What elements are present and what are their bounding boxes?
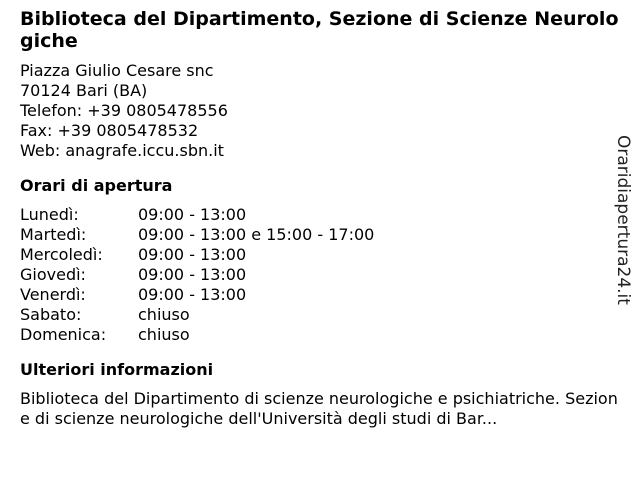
library-detail-card (20, 8, 620, 429)
site-watermark: Oraridiapertura24.it (613, 135, 633, 305)
hours-row-tuesday (20, 225, 620, 245)
additional-info-heading: Ulteriori informazioni (20, 360, 214, 379)
hours-time: chiuso (138, 325, 190, 344)
address-block (20, 61, 620, 161)
hours-day: Domenica: (20, 325, 107, 344)
additional-info-text: Biblioteca del Dipartimento di scienze neurologiche e psichiatriche. Sezione di scienze neurologiche dell'Università degli studi di Bar... (20, 389, 618, 428)
hours-day: Venerdì: (20, 285, 86, 304)
hours-day: Mercoledì: (20, 245, 103, 264)
hours-row-monday (20, 205, 620, 225)
hours-row-thursday (20, 265, 620, 285)
page-title: Biblioteca del Dipartimento, Sezione di Scienze Neurologiche (20, 8, 619, 52)
opening-hours-table (20, 205, 620, 345)
hours-row-sunday (20, 325, 620, 345)
hours-row-friday (20, 285, 620, 305)
phone-number: Telefon: +39 0805478556 (20, 101, 228, 120)
fax-number: Fax: +39 0805478532 (20, 121, 199, 140)
hours-row-saturday (20, 305, 620, 325)
hours-time: 09:00 - 13:00 e 15:00 - 17:00 (138, 225, 375, 244)
opening-hours-heading: Orari di apertura (20, 176, 173, 195)
hours-row-wednesday (20, 245, 620, 265)
hours-time: 09:00 - 13:00 (138, 205, 247, 224)
hours-day: Sabato: (20, 305, 82, 324)
hours-time: 09:00 - 13:00 (138, 285, 247, 304)
hours-day: Giovedì: (20, 265, 86, 284)
website: Web: anagrafe.iccu.sbn.it (20, 141, 224, 160)
hours-time: 09:00 - 13:00 (138, 265, 247, 284)
hours-time: chiuso (138, 305, 190, 324)
hours-day: Lunedì: (20, 205, 79, 224)
hours-time: 09:00 - 13:00 (138, 245, 247, 264)
hours-day: Martedì: (20, 225, 87, 244)
address-city: 70124 Bari (BA) (20, 81, 148, 100)
address-street: Piazza Giulio Cesare snc (20, 61, 214, 80)
